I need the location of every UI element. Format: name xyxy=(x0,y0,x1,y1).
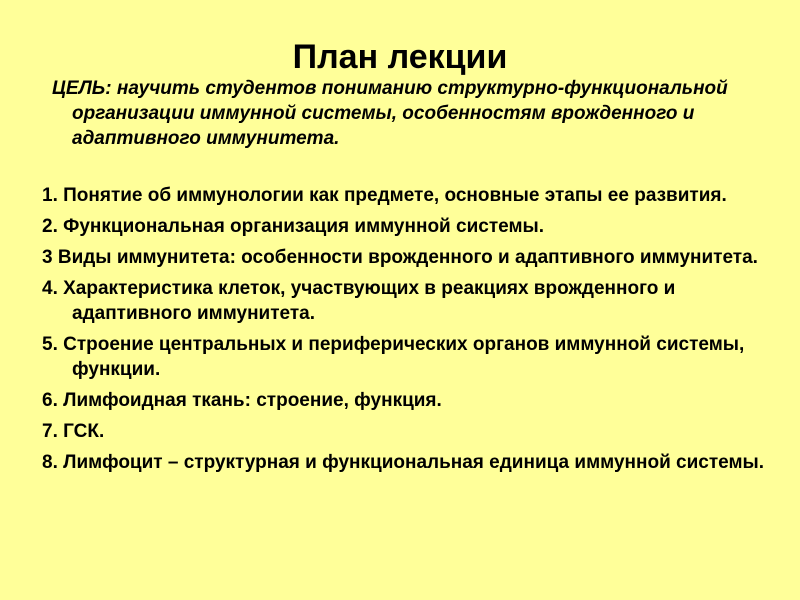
plan-item-6: 6. Лимфоидная ткань: строение, функция. xyxy=(42,390,442,411)
plan-item-7: 7. ГСК. xyxy=(42,421,105,442)
plan-item-2: 2. Функциональная организация иммунной системы. xyxy=(42,216,545,237)
slide-title: План лекции xyxy=(292,37,508,76)
plan-item-8: 8. Лимфоцит – структурная и функциональная единица иммунной системы. xyxy=(42,452,765,473)
plan-item-3: 3 Виды иммунитета: особенности врожденного и адаптивного иммунитета. xyxy=(42,247,758,268)
plan-item-1: 1. Понятие об иммунологии как предмете, основные этапы ее развития. xyxy=(42,185,727,206)
lecture-plan-list xyxy=(42,183,772,481)
lecture-goal: ЦЕЛЬ: научить студентов пониманию структурно-функциональной организации иммунной системы, особенностям врожденного и адаптивного иммунитета. xyxy=(52,78,728,149)
plan-item-4: 4. Характеристика клеток, участвующих в реакциях врожденного и адаптивного иммунитета. xyxy=(42,278,676,324)
plan-item-5: 5. Строение центральных и периферических органов иммунной системы, функции. xyxy=(42,334,745,380)
